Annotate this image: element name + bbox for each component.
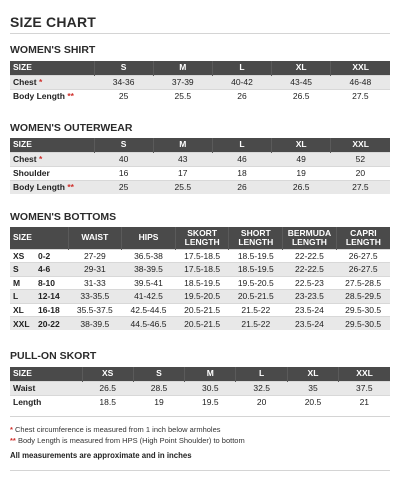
size-number: 12-14 [35,290,68,304]
table-row [10,166,390,180]
asterisk-mark: * [39,154,43,164]
table-row [10,152,390,166]
table-row [10,249,390,263]
table-cell: 26.5 [272,89,331,103]
table-cell: 27.5 [331,180,390,194]
table-cell: 18.5-19.5 [229,263,283,277]
row-label [10,89,94,103]
size-number: 8-10 [35,276,68,290]
row-label [10,75,94,89]
asterisk-mark: ** [10,436,16,445]
table-cell: 43 [153,152,212,166]
skort-header-cell: S [133,367,184,381]
table-cell: 38-39.5 [122,263,176,277]
row-label [10,152,94,166]
bottoms-table [10,227,390,330]
table-cell: 27.5 [331,89,390,103]
table-cell: 25.5 [153,89,212,103]
table-cell: 20 [331,166,390,180]
bottoms-header-capri-length: CAPRI LENGTH [336,227,390,249]
skort-header-cell: XL [287,367,338,381]
bottoms-header-short-length: SHORT LENGTH [229,227,283,249]
table-cell: 19 [272,166,331,180]
row-label-text: Chest [13,154,37,164]
skort-section-title: PULL-ON SKORT [10,350,97,362]
bottoms-header-waist: WAIST [68,227,122,249]
shirt-header-cell: L [212,61,271,75]
row-label-text: Chest [13,77,37,87]
table-cell: 17.5-18.5 [175,263,229,277]
table-cell: 19.5 [185,395,236,409]
size-letter: S [10,263,35,277]
shirt-header-cell: XL [272,61,331,75]
bottoms-header-hips: HIPS [122,227,176,249]
bottoms-header-bermuda-length: BERMUDA LENGTH [283,227,337,249]
table-cell: 27.5-28.5 [336,276,390,290]
bottoms-header-skort-length: SKORT LENGTH [175,227,229,249]
table-cell: 22-22.5 [283,249,337,263]
footnote-chest [10,424,245,435]
table-cell: 26.5 [82,381,133,395]
table-cell: 32.5 [236,381,287,395]
footnote-text: Chest circumference is measured from 1 inch below armholes [15,425,221,434]
table-cell: 18.5 [82,395,133,409]
table-cell: 17 [153,166,212,180]
table-row [10,276,390,290]
shirt-table [10,61,390,103]
size-letter: XL [10,303,35,317]
table-cell: 26 [212,89,271,103]
table-cell: 21.5-22 [229,317,283,331]
shirt-header-size: SIZE [10,61,94,75]
size-letter: L [10,290,35,304]
footnotes [10,424,245,446]
table-cell: 42.5-44.5 [122,303,176,317]
table-cell: 35.5-37.5 [68,303,122,317]
table-cell: 23.5-24 [283,317,337,331]
table-cell: 22-22.5 [283,263,337,277]
skort-header-cell: XS [82,367,133,381]
table-cell: 25 [94,180,153,194]
notes-divider [10,416,390,417]
row-label: Waist [10,381,82,395]
measurements-disclaimer: All measurements are approximate and in inches [10,451,192,460]
table-cell: 16 [94,166,153,180]
table-cell: 20.5-21.5 [229,290,283,304]
table-row [10,263,390,277]
table-row [10,381,390,395]
table-cell: 26-27.5 [336,249,390,263]
table-row [10,317,390,331]
table-cell: 37.5 [339,381,390,395]
table-cell: 20.5-21.5 [175,303,229,317]
table-cell: 52 [331,152,390,166]
asterisk-mark: ** [67,91,74,102]
table-row [10,180,390,194]
table-cell: 29.5-30.5 [336,303,390,317]
table-cell: 25.5 [153,180,212,194]
table-cell: 23.5-24 [283,303,337,317]
table-cell: 46-48 [331,75,390,89]
outerwear-header-cell: XXL [331,138,390,152]
table-cell: 18.5-19.5 [229,249,283,263]
bottoms-section-title: WOMEN'S BOTTOMS [10,211,117,223]
skort-header-size: SIZE [10,367,82,381]
skort-header-cell: L [236,367,287,381]
shirt-header-row [10,61,390,75]
shirt-section-title: WOMEN'S SHIRT [10,44,96,56]
shirt-header-cell: S [94,61,153,75]
table-cell: 40-42 [212,75,271,89]
outerwear-header-cell: S [94,138,153,152]
page-title: SIZE CHART [10,14,96,30]
table-cell: 28.5-29.5 [336,290,390,304]
row-label: Length [10,395,82,409]
skort-header-row [10,367,390,381]
table-row [10,89,390,103]
row-label [10,180,94,194]
table-cell: 26 [212,180,271,194]
table-cell: 36.5-38 [122,249,176,263]
row-label-text: Body Length [13,182,65,193]
table-cell: 38-39.5 [68,317,122,331]
table-cell: 34-36 [94,75,153,89]
table-cell: 25 [94,89,153,103]
table-cell: 33-35.5 [68,290,122,304]
table-cell: 20.5 [287,395,338,409]
table-cell: 29-31 [68,263,122,277]
table-cell: 17.5-18.5 [175,249,229,263]
outerwear-table [10,138,390,194]
outerwear-header-row [10,138,390,152]
table-cell: 20 [236,395,287,409]
outerwear-header-cell: XL [272,138,331,152]
table-cell: 19 [133,395,184,409]
table-cell: 41-42.5 [122,290,176,304]
table-cell: 18.5-19.5 [175,276,229,290]
table-cell: 44.5-46.5 [122,317,176,331]
skort-header-cell: XXL [339,367,390,381]
size-number: 20-22 [35,317,68,331]
table-cell: 19.5-20.5 [175,290,229,304]
skort-header-cell: M [185,367,236,381]
table-cell: 49 [272,152,331,166]
table-cell: 31-33 [68,276,122,290]
table-row [10,395,390,409]
table-cell: 21 [339,395,390,409]
table-cell: 29.5-30.5 [336,317,390,331]
bottoms-header-size: SIZE [10,227,68,249]
table-cell: 27-29 [68,249,122,263]
table-cell: 18 [212,166,271,180]
table-cell: 21.5-22 [229,303,283,317]
table-cell: 40 [94,152,153,166]
size-letter: M [10,276,35,290]
footer-divider [10,470,390,471]
skort-table [10,367,390,409]
outerwear-header-size: SIZE [10,138,94,152]
shirt-header-cell: XXL [331,61,390,75]
bottoms-header-row [10,227,390,249]
table-cell: 20.5-21.5 [175,317,229,331]
table-cell: 19.5-20.5 [229,276,283,290]
table-cell: 35 [287,381,338,395]
table-cell: 39.5-41 [122,276,176,290]
footnote-text: Body Length is measured from HPS (High Point Shoulder) to bottom [17,436,245,445]
asterisk-mark: * [39,77,43,87]
table-cell: 28.5 [133,381,184,395]
outerwear-header-cell: L [212,138,271,152]
shirt-header-cell: M [153,61,212,75]
outerwear-section-title: WOMEN'S OUTERWEAR [10,122,133,134]
table-cell: 26-27.5 [336,263,390,277]
table-cell: 26.5 [272,180,331,194]
table-cell: 22.5-23 [283,276,337,290]
size-number: 4-6 [35,263,68,277]
footnote-body-length [10,435,245,446]
outerwear-header-cell: M [153,138,212,152]
asterisk-mark: * [10,425,13,434]
size-number: 16-18 [35,303,68,317]
title-divider [10,33,390,34]
table-cell: 46 [212,152,271,166]
asterisk-mark: ** [67,182,74,193]
table-row [10,303,390,317]
table-row [10,75,390,89]
row-label-text: Body Length [13,91,65,102]
row-label: Shoulder [10,166,94,180]
table-cell: 43-45 [272,75,331,89]
size-number: 0-2 [35,249,68,263]
table-cell: 37-39 [153,75,212,89]
size-letter: XXL [10,317,35,331]
size-letter: XS [10,249,35,263]
table-cell: 23-23.5 [283,290,337,304]
table-cell: 30.5 [185,381,236,395]
table-row [10,290,390,304]
